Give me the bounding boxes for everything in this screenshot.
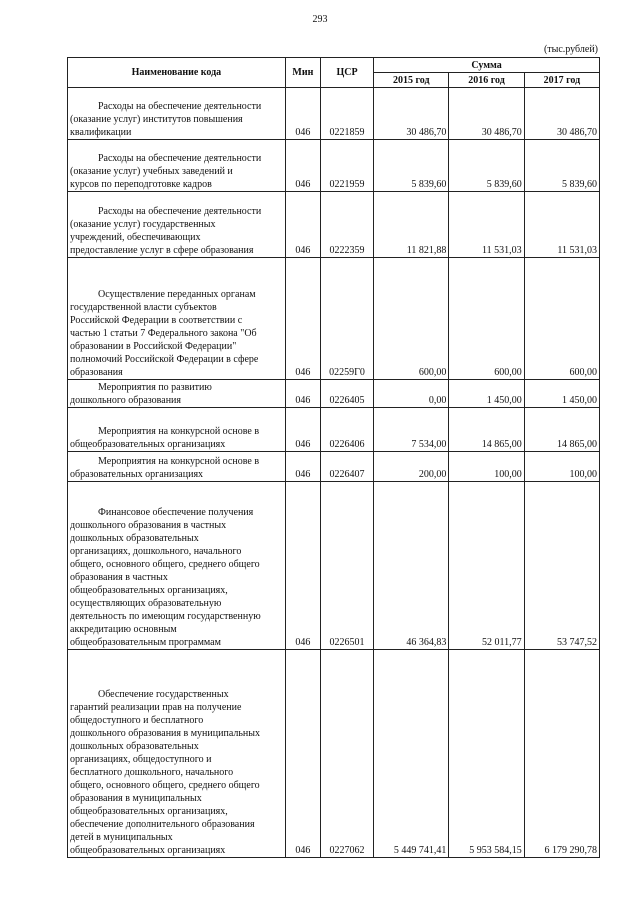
row-name-line: Расходы на обеспечение деятельности [98,206,262,217]
row-name-line: Мероприятия на конкурсной основе в [98,426,260,437]
row-name-line: Мероприятия на конкурсной основе в [98,456,260,467]
row-name-line: образовании в Российской Федерации" [70,341,237,352]
row-name [68,258,286,380]
table-row [68,258,600,380]
row-name [68,452,286,482]
table-row [68,482,600,650]
row-value-2017: 5 839,60 [524,140,599,192]
row-name-line: Расходы на обеспечение деятельности [98,101,262,112]
row-name-line: учреждений, обеспечивающих [70,232,201,243]
table-row [68,88,600,140]
row-name-line: Российской Федерации в соответствии с [70,315,243,326]
row-min: 046 [285,88,320,140]
row-name-line: аккредитацию основным [70,624,177,635]
row-name-line: осуществляющих образовательную [70,598,222,609]
table-row [68,380,600,408]
row-name-line: дошкольного образования [70,395,182,406]
row-name-line: общеобразовательным программам [70,637,221,648]
row-name-line: дошкольных образовательных [70,533,199,544]
row-csr: 02259Г0 [320,258,373,380]
row-name-line: Мероприятия по развитию [98,382,212,393]
row-name-line: дошкольного образования в муниципальных [70,728,260,739]
row-name [68,192,286,258]
row-name-line: деятельность по имеющим государственную [70,611,261,622]
unit-label: (тыс.рублей) [543,44,598,55]
row-value-2016: 11 531,03 [449,192,524,258]
row-value-2016: 14 865,00 [449,408,524,452]
row-min: 046 [285,452,320,482]
table-row [68,408,600,452]
row-value-2016: 600,00 [449,258,524,380]
row-name-line: образования [70,367,123,378]
row-name [68,380,286,408]
row-name-line: Обеспечение государственных [98,689,229,700]
row-name-line: общеобразовательных организациях, [70,806,228,817]
row-value-2015: 200,00 [374,452,449,482]
row-value-2016: 30 486,70 [449,88,524,140]
row-csr: 0221959 [320,140,373,192]
table-row [68,140,600,192]
row-value-2015: 600,00 [374,258,449,380]
row-name-line: организациях, дошкольного, начального [70,546,242,557]
table-row [68,452,600,482]
row-value-2015: 46 364,83 [374,482,449,650]
row-name [68,650,286,858]
row-min: 046 [285,258,320,380]
row-min: 046 [285,408,320,452]
header-year-2017: 2017 год [524,73,599,88]
row-name-line: (оказание услуг) институтов повышения [70,114,243,125]
row-value-2017: 1 450,00 [524,380,599,408]
row-value-2015: 0,00 [374,380,449,408]
row-name-line: общеобразовательных организациях, [70,585,228,596]
row-name-line: образования в муниципальных [70,793,202,804]
row-value-2016: 5 953 584,15 [449,650,524,858]
row-name-line: квалификации [70,127,132,138]
row-value-2016: 5 839,60 [449,140,524,192]
row-value-2017: 100,00 [524,452,599,482]
table-row [68,650,600,858]
row-value-2015: 30 486,70 [374,88,449,140]
row-value-2015: 5 839,60 [374,140,449,192]
row-name-line: государственной власти субъектов [70,302,217,313]
row-name-line: общедоступного и бесплатного [70,715,204,726]
header-year-2016: 2016 год [449,73,524,88]
row-name-line: образовательных организациях [70,469,204,480]
budget-table [67,57,600,858]
row-name [68,88,286,140]
row-value-2017: 600,00 [524,258,599,380]
row-min: 046 [285,482,320,650]
row-value-2015: 5 449 741,41 [374,650,449,858]
row-name [68,482,286,650]
row-csr: 0222359 [320,192,373,258]
row-name-line: детей в муниципальных [70,832,173,843]
row-csr: 0221859 [320,88,373,140]
row-name-line: общеобразовательных организациях [70,845,226,856]
row-name-line: дошкольного образования в частных [70,520,227,531]
header-sum: Сумма [374,58,600,73]
row-min: 046 [285,192,320,258]
row-value-2016: 52 011,77 [449,482,524,650]
row-value-2017: 53 747,52 [524,482,599,650]
header-csr: ЦСР [320,58,373,88]
row-name-line: Расходы на обеспечение деятельности [98,153,262,164]
row-value-2017: 11 531,03 [524,192,599,258]
row-name-line: полномочий Российской Федерации в сфере [70,354,259,365]
row-csr: 0226405 [320,380,373,408]
row-name-line: (оказание услуг) государственных [70,219,216,230]
row-name-line: дошкольных образовательных [70,741,199,752]
row-value-2017: 14 865,00 [524,408,599,452]
row-value-2015: 11 821,88 [374,192,449,258]
table-body [68,88,600,858]
row-name-line: общеобразовательных организациях [70,439,226,450]
row-name-line: курсов по переподготовке кадров [70,179,212,190]
row-name-line: бесплатного дошкольного, начального [70,767,234,778]
row-value-2016: 100,00 [449,452,524,482]
row-value-2016: 1 450,00 [449,380,524,408]
row-min: 046 [285,380,320,408]
row-csr: 0226406 [320,408,373,452]
row-name-line: гарантий реализации прав на получение [70,702,242,713]
row-name-line: организациях, общедоступного и [70,754,212,765]
row-min: 046 [285,140,320,192]
row-name-line: общего, основного общего, среднего общего [70,780,260,791]
header-name: Наименование кода [68,58,286,88]
row-value-2017: 6 179 290,78 [524,650,599,858]
row-csr: 0226407 [320,452,373,482]
row-value-2015: 7 534,00 [374,408,449,452]
row-name-line: частью 1 статьи 7 Федерального закона "Об [70,328,257,339]
row-name-line: предоставление услуг в сфере образования [70,245,254,256]
table-row [68,192,600,258]
row-csr: 0227062 [320,650,373,858]
row-name-line: (оказание услуг) учебных заведений и [70,166,233,177]
row-csr: 0226501 [320,482,373,650]
header-min: Мин [285,58,320,88]
row-name-line: общего, основного общего, среднего общего [70,559,260,570]
row-name-line: Финансовое обеспечение получения [98,507,254,518]
row-name-line: Осуществление переданных органам [98,289,256,300]
row-name [68,140,286,192]
row-value-2017: 30 486,70 [524,88,599,140]
header-year-2015: 2015 год [374,73,449,88]
row-min: 046 [285,650,320,858]
page-number: 293 [312,14,328,25]
row-name-line: образования в частных [70,572,168,583]
row-name-line: обеспечение дополнительного образования [70,819,255,830]
row-name [68,408,286,452]
